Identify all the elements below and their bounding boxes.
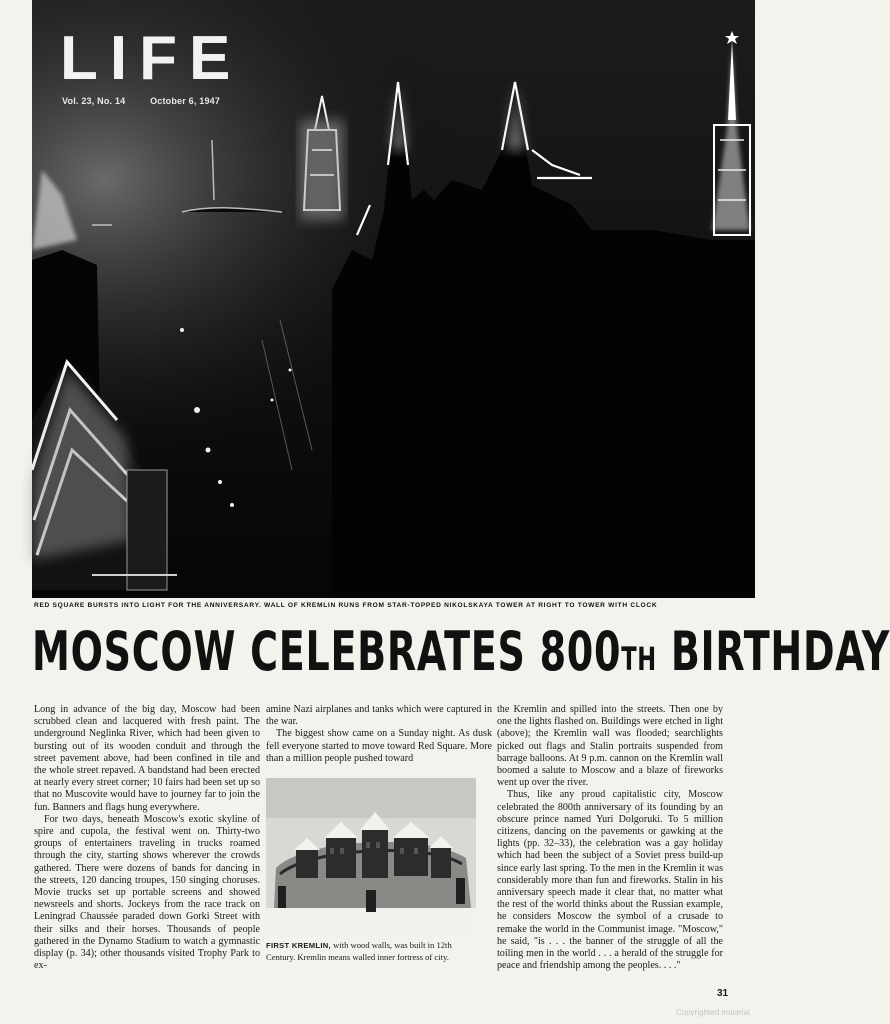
headline-main: MOSCOW CELEBRATES 800 <box>32 620 622 683</box>
inset-caption-title: FIRST KREMLIN, <box>266 941 331 950</box>
first-kremlin-illustration <box>266 778 476 938</box>
article-column-3 <box>497 704 723 972</box>
watermark: Copyrighted material <box>676 1008 750 1017</box>
issue-date: October 6, 1947 <box>150 96 221 106</box>
paragraph: Long in advance of the big day, Moscow had been scrubbed clean and lacquered with fresh paint. The underground Neglinka River, which had been given to bursting out of its wooden conduit and through the street pavement above, had been confined in tile and the whole street repaved. A bandstand had been erected at nearly every street corner; 10 fairs had been set up so that no Muscovite would have to journey far to join the fun. Banners and flags hung everywhere. <box>34 704 260 813</box>
paragraph: amine Nazi airplanes and tanks which were captured in the war. <box>266 704 492 728</box>
first-kremlin-photo <box>266 778 476 938</box>
inset-caption-text: with wood walls, was built in 12th Century. Kremlin means walled inner fortress of city. <box>266 940 452 962</box>
article-column-1 <box>34 704 260 972</box>
issue-volume: Vol. 23, No. 14 <box>62 96 126 106</box>
paragraph: The biggest show came on a Sunday night. As dusk fell everyone started to move toward Red Square. More than a million people pushed toward <box>266 728 492 764</box>
paragraph: For two days, beneath Moscow's exotic skyline of spire and cupola, the festival went on. Thirty-two groups of entertainers traveling in trucks roamed through the city, starting shows wherever the crowds gathered. There were dozens of bands for dancing in the streets, 120 dancing troupes, 150 singing choruses. Movie trucks set up portable screens and showed newsreels and shorts. Jockeys from the race track on Leningrad Chaussée paraded down Gorki Street with their silks and their horses. Thousands of people gathered in the Dynamo Stadium to watch a gymnastic display (p. 34); other thousands visited Trophy Park to ex- <box>34 813 260 972</box>
magazine-logo: LIFE <box>60 24 243 93</box>
headline-suffix: TH <box>621 640 657 678</box>
headline <box>32 613 890 698</box>
inset-caption <box>266 940 478 962</box>
paragraph: the Kremlin and spilled into the streets. Then one by one the lights flashed on. Buildings were etched in light (above); the Kremlin wall was flooded; searchlights picked out flags and Stalin portraits suspended from barrage balloons. At 9 p.m. cannon on the Kremlin wall boomed a salute to Moscow and a blaze of fireworks went up over the river. <box>497 704 723 789</box>
page-number: 31 <box>717 988 729 999</box>
issue-line <box>62 96 242 106</box>
article-column-2 <box>266 704 492 765</box>
headline-end: BIRTHDAY <box>656 620 890 683</box>
paragraph: Thus, like any proud capitalistic city, Moscow celebrated the 800th anniversary of its founding by an obscure prince named Yuri Dolgoruki. To 5 million citizens, dancing on the pavements or gawking at the lights (pp. 32–33), the celebration was a gay holiday which had been the subject of a Soviet press build-up since early last spring. To the men in the Kremlin it was considerably more than fun and fireworks. Stalin in his anniversary speech made it clear that, no matter what the rest of the world thinks about the Russian example, he considers Moscow the symbol of a crusade to remake the world in the Communist image. "Moscow," he said, "is . . . the banner of the struggle of all the toiling men in the world . . . a herald of the struggle for peace and friendship among the peoples. . . ." <box>497 789 723 972</box>
photo-caption: RED SQUARE BURSTS INTO LIGHT FOR THE ANNIVERSARY. WALL OF KREMLIN RUNS FROM STAR-TOPPED NIKOLSKAYA TOWER AT RIGHT TO TOWER WITH CLOCK <box>34 602 658 609</box>
